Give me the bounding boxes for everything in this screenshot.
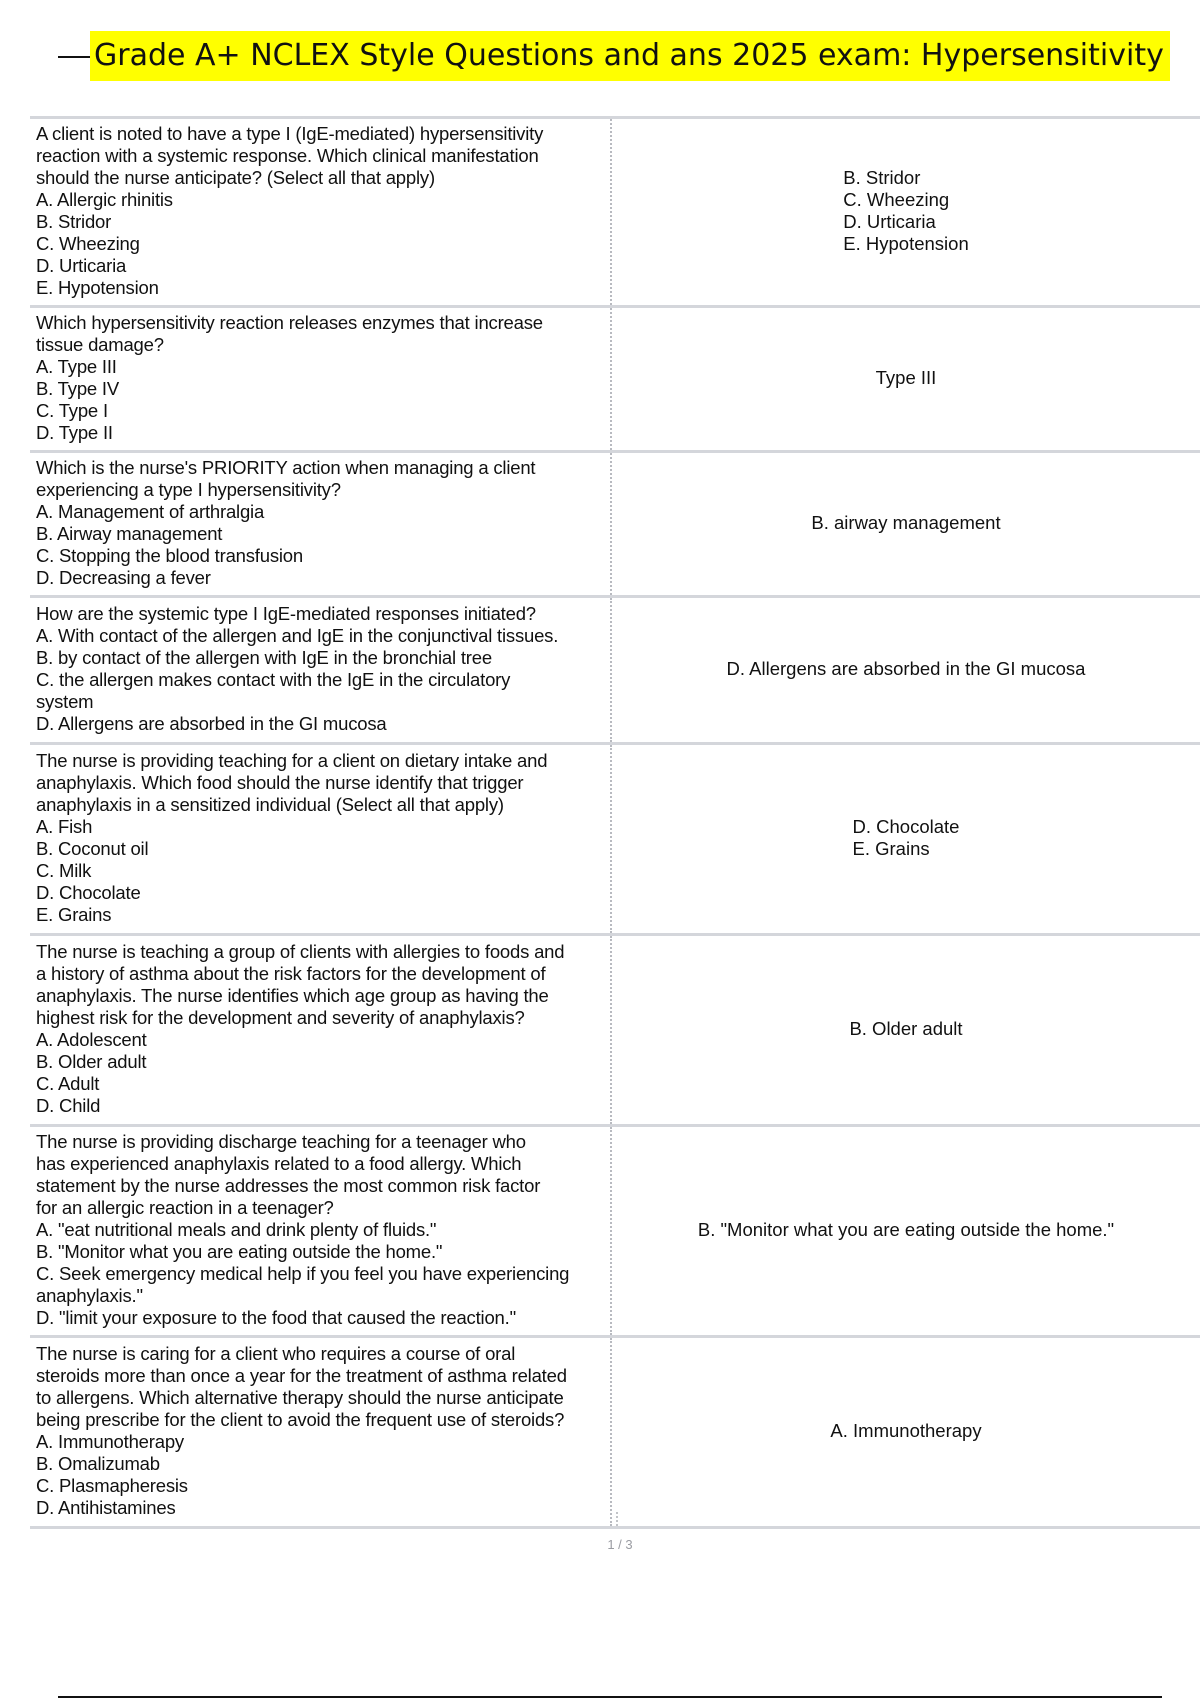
title-dash <box>58 56 90 58</box>
qa-row <box>30 118 1200 307</box>
answer-text: D. Chocolate E. Grains <box>852 816 960 859</box>
page-number: 1 / 3 <box>607 1537 633 1552</box>
column-divider-tick <box>616 1512 618 1526</box>
footer-rule <box>58 1696 1162 1698</box>
qa-row <box>30 935 1200 1126</box>
question-cell: The nurse is providing discharge teaching for a teenager who has experienced anaphylaxis related to a food allergy. Which statement by the nurse addresses the most common risk factor for an allergic reaction in a teenager? A. "eat nutritional meals and drink plenty of fluids." B. "Monitor what you are eating outside the home." C. Seek emergency medical help if you feel you have experiencing anaphylaxis." D. "limit your exposure to the food that caused the reaction." <box>30 1126 611 1337</box>
document-title: Grade A+ NCLEX Style Questions and ans 2025 exam: Hypersensitivity <box>90 31 1170 81</box>
answer-cell <box>611 1126 1200 1337</box>
question-cell: How are the systemic type I IgE-mediated responses initiated? A. With contact of the allergen and IgE in the conjunctival tissues. B. by contact of the allergen with IgE in the bronchial tree C. the allergen makes contact with the IgE in the circulatory system D. Allergens are absorbed in the GI mucosa <box>30 597 611 744</box>
question-cell: The nurse is providing teaching for a client on dietary intake and anaphylaxis. Which food should the nurse identify that trigger anaphylaxis in a sensitized individual (Select all that apply) A. Fish B. Coconut oil C. Milk D. Chocolate E. Grains <box>30 744 611 935</box>
document-header <box>58 30 1170 82</box>
answer-text: B. Older adult <box>849 1018 963 1039</box>
answer-cell <box>611 118 1200 307</box>
question-cell: A client is noted to have a type I (IgE-mediated) hypersensitivity reaction with a systemic response. Which clinical manifestation should the nurse anticipate? (Select all that apply) A. Allergic rhinitis B. Stridor C. Wheezing D. Urticaria E. Hypotension <box>30 118 611 307</box>
answer-cell <box>611 597 1200 744</box>
qa-table <box>30 116 1200 1529</box>
question-cell: The nurse is teaching a group of clients with allergies to foods and a history of asthma about the risk factors for the development of anaphylaxis. The nurse identifies which age group as having the highest risk for the development and severity of anaphylaxis? A. Adolescent B. Older adult C. Adult D. Child <box>30 935 611 1126</box>
answer-cell <box>611 935 1200 1126</box>
qa-row <box>30 744 1200 935</box>
qa-row <box>30 597 1200 744</box>
answer-cell <box>611 452 1200 597</box>
answer-cell <box>611 307 1200 452</box>
question-cell: The nurse is caring for a client who requires a course of oral steroids more than once a year for the treatment of asthma related to allergens. Which alternative therapy should the nurse anticipate being prescribe for the client to avoid the frequent use of steroids? A. Immunotherapy B. Omalizumab C. Plasmapheresis D. Antihistamines <box>30 1337 611 1528</box>
answer-text: D. Allergens are absorbed in the GI mucosa <box>726 658 1086 679</box>
answer-text: B. airway management <box>811 512 1001 533</box>
question-cell: Which is the nurse's PRIORITY action when managing a client experiencing a type I hypersensitivity? A. Management of arthralgia B. Airway management C. Stopping the blood transfusion D. Decreasing a fever <box>30 452 611 597</box>
qa-row <box>30 307 1200 452</box>
qa-row <box>30 1337 1200 1528</box>
qa-row <box>30 1126 1200 1337</box>
answer-text: Type III <box>875 367 937 388</box>
answer-cell <box>611 1337 1200 1528</box>
question-cell: Which hypersensitivity reaction releases enzymes that increase tissue damage? A. Type III B. Type IV C. Type I D. Type II <box>30 307 611 452</box>
answer-cell <box>611 744 1200 935</box>
qa-row <box>30 452 1200 597</box>
answer-text: A. Immunotherapy <box>830 1420 982 1441</box>
answer-text: B. "Monitor what you are eating outside the home." <box>697 1219 1115 1240</box>
answer-text: B. Stridor C. Wheezing D. Urticaria E. Hypotension <box>843 167 969 254</box>
